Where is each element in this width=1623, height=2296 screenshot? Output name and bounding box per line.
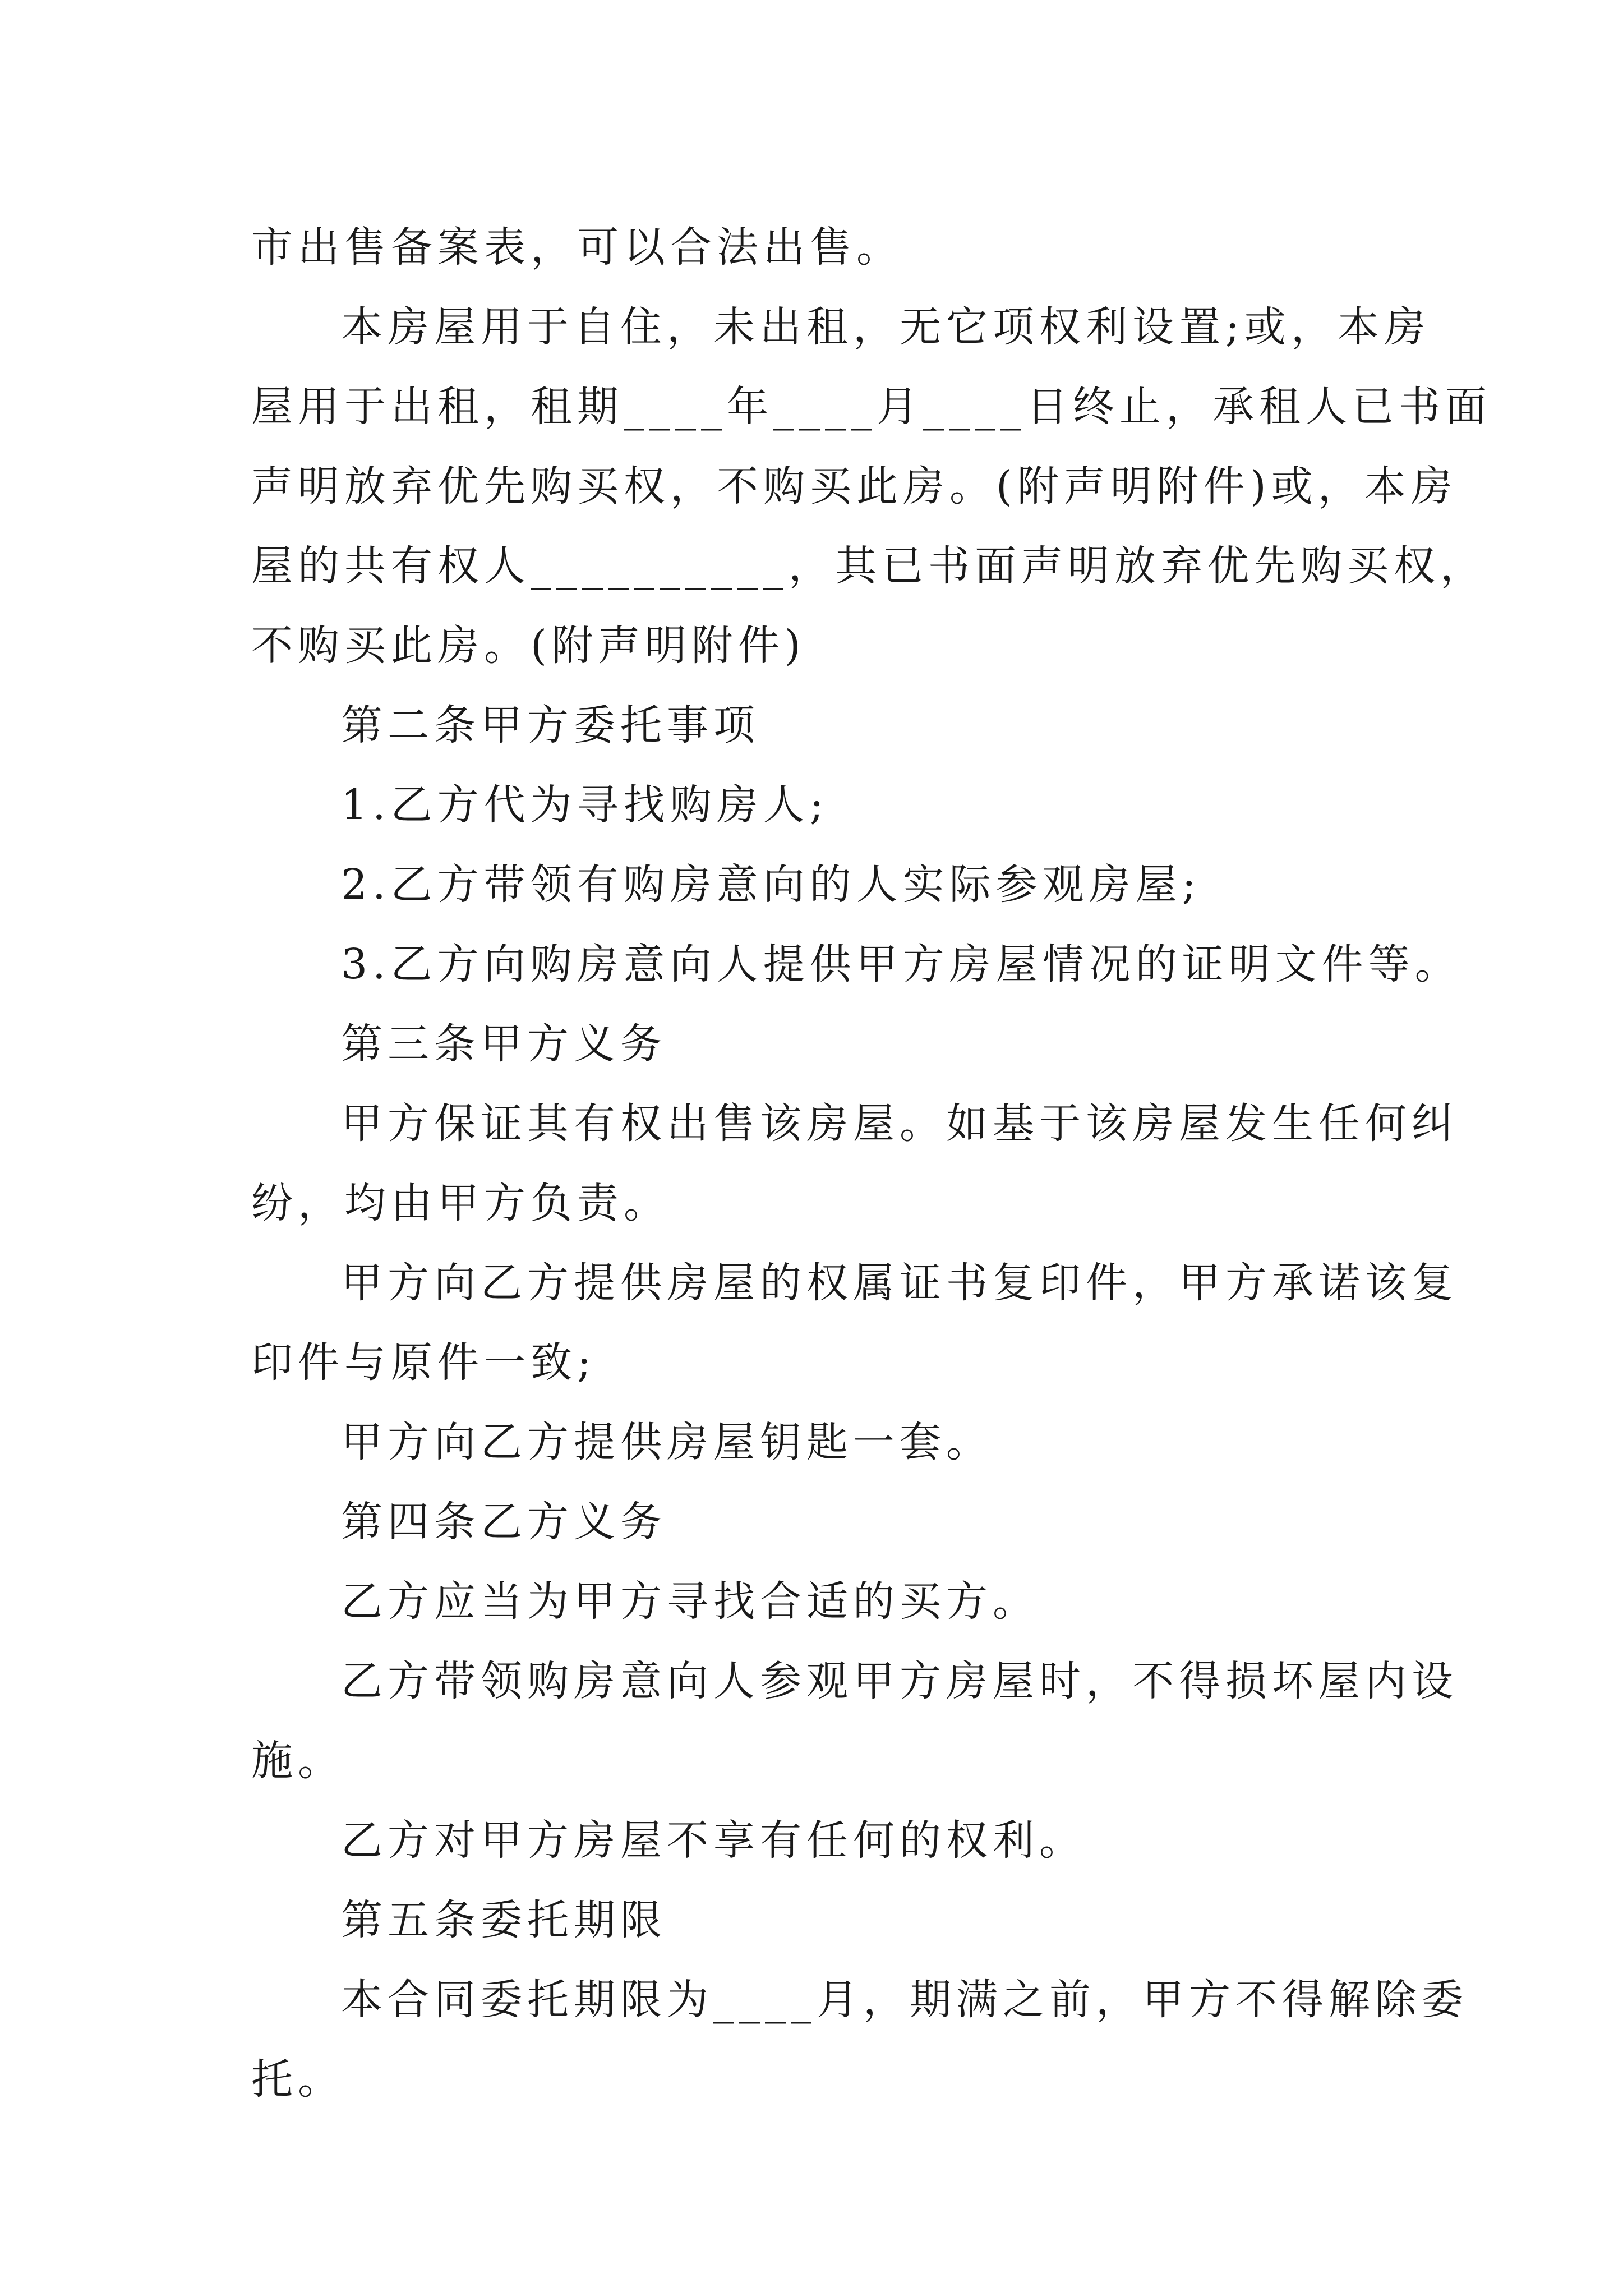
text-line: 不购买此房。(附声明附件): [251, 622, 806, 670]
text-line: 施。: [251, 1737, 344, 1785]
list-item: 2.乙方带领有购房意向的人实际参观房屋;: [341, 861, 1201, 909]
section-heading: 第四条乙方义务: [341, 1498, 667, 1546]
text-line: 纷，均由甲方负责。: [251, 1179, 670, 1227]
text-line: 屋的共有权人__________，其已书面声明放弃优先购买权，: [251, 542, 1487, 590]
text-line: 印件与原件一致;: [251, 1338, 596, 1387]
text-line: 乙方带领购房意向人参观甲方房屋时，不得损坏屋内设: [341, 1657, 1458, 1705]
text-line: 声明放弃优先购买权，不购买此房。(附声明附件)或，本房: [251, 462, 1458, 510]
text-line: 市出售备案表，可以合法出售。: [251, 223, 903, 272]
text-line: 本房屋用于自住，未出租，无它项权利设置;或，本房: [341, 303, 1431, 351]
text-line: 屋用于出租，租期____年____月____日终止，承租人已书面: [251, 383, 1492, 431]
section-heading: 第五条委托期限: [341, 1896, 667, 1944]
list-item: 1.乙方代为寻找购房人;: [341, 781, 829, 829]
list-item: 3.乙方向购房意向人提供甲方房屋情况的证明文件等。: [341, 940, 1461, 988]
text-line: 乙方应当为甲方寻找合适的买方。: [341, 1577, 1039, 1626]
document-body: [251, 208, 1492, 2119]
text-line: 甲方向乙方提供房屋的权属证书复印件，甲方承诺该复: [341, 1259, 1458, 1307]
text-line: 本合同委托期限为____月，期满之前，甲方不得解除委: [341, 1976, 1468, 2024]
text-line: 托。: [251, 2055, 344, 2104]
section-heading: 第三条甲方义务: [341, 1020, 667, 1068]
text-line: 甲方向乙方提供房屋钥匙一套。: [341, 1418, 993, 1466]
text-line: 乙方对甲方房屋不享有任何的权利。: [341, 1816, 1086, 1865]
text-line: 甲方保证其有权出售该房屋。如基于该房屋发生任何纠: [341, 1099, 1458, 1148]
section-heading: 第二条甲方委托事项: [341, 701, 760, 749]
